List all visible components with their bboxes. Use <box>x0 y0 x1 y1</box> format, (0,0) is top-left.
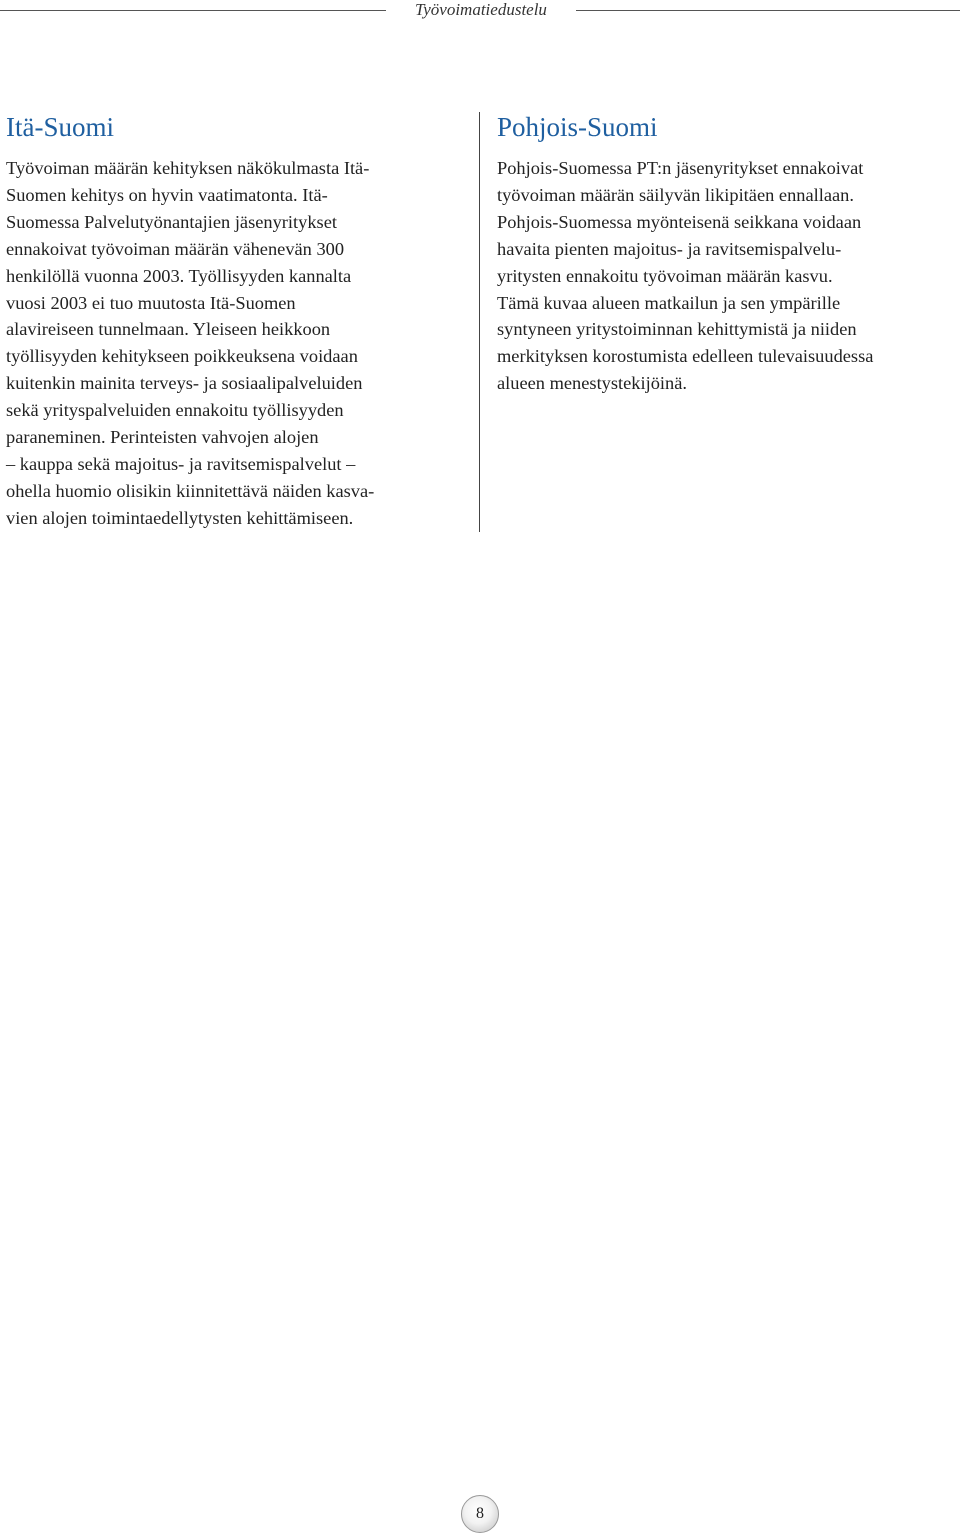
text-line: alavireiseen tunnelmaan. Yleiseen heikkoon <box>6 319 331 340</box>
text-line: Pohjois-Suomessa PT:n jäsenyritykset ennakoivat <box>497 158 864 178</box>
text-line: työvoiman määrän säilyvän likipitäen ennallaan. <box>497 184 854 205</box>
text-line: sekä yrityspalveluiden ennakoitu työllisyyden <box>6 400 344 421</box>
text-line: havaita pienten majoitus- ja ravitsemispalvelu- <box>497 238 842 259</box>
text-line: Suomessa Palvelutyönantajien jäsenyritykset <box>6 211 337 232</box>
text-line: yritysten ennakoitu työvoiman määrän kasvu. <box>497 265 833 286</box>
text-line: paraneminen. Perinteisten vahvojen alojen <box>6 427 319 448</box>
text-line: Työvoiman määrän kehityksen näkökulmasta Itä- <box>6 158 370 178</box>
text-line: työllisyyden kehitykseen poikkeuksena voidaan <box>6 346 358 367</box>
paragraph-pohjois-suomi <box>497 155 952 397</box>
section-heading-pohjois-suomi: Pohjois-Suomi <box>497 112 658 142</box>
text-line: alueen menestystekijöinä. <box>497 373 687 394</box>
text-line: Suomen kehitys on hyvin vaatimatonta. Itä- <box>6 184 328 205</box>
text-line: merkityksen korostumista edelleen tulevaisuudessa <box>497 346 874 367</box>
text-line: syntyneen yritystoiminnan kehittymistä ja niiden <box>497 319 857 340</box>
paragraph-ita-suomi <box>6 155 456 532</box>
header-rule-right <box>576 10 960 11</box>
running-header-title: Työvoimatiedustelu <box>415 0 547 19</box>
section-heading-ita-suomi: Itä-Suomi <box>6 112 114 142</box>
text-line: ennakoivat työvoiman määrän vähenevän 300 <box>6 238 345 259</box>
text-line: kuitenkin mainita terveys- ja sosiaalipalveluiden <box>6 373 363 394</box>
text-line: vuosi 2003 ei tuo muutosta Itä-Suomen <box>6 292 296 313</box>
text-line: vien alojen toimintaedellytysten kehittämiseen. <box>6 507 354 528</box>
text-line: ohella huomio olisikin kiinnitettävä näiden kasva- <box>6 480 375 501</box>
text-line: henkilöllä vuonna 2003. Työllisyyden kannalta <box>6 265 352 286</box>
column-ita-suomi <box>6 110 456 532</box>
text-line: Tämä kuvaa alueen matkailun ja sen ympärille <box>497 292 841 313</box>
column-pohjois-suomi <box>497 110 952 397</box>
text-line: – kauppa sekä majoitus- ja ravitsemispalvelut – <box>6 453 356 474</box>
page-number-badge: 8 <box>461 1495 499 1533</box>
header-rule-left <box>0 10 386 11</box>
text-line: Pohjois-Suomessa myönteisenä seikkana voidaan <box>497 211 862 232</box>
column-divider <box>479 112 480 532</box>
